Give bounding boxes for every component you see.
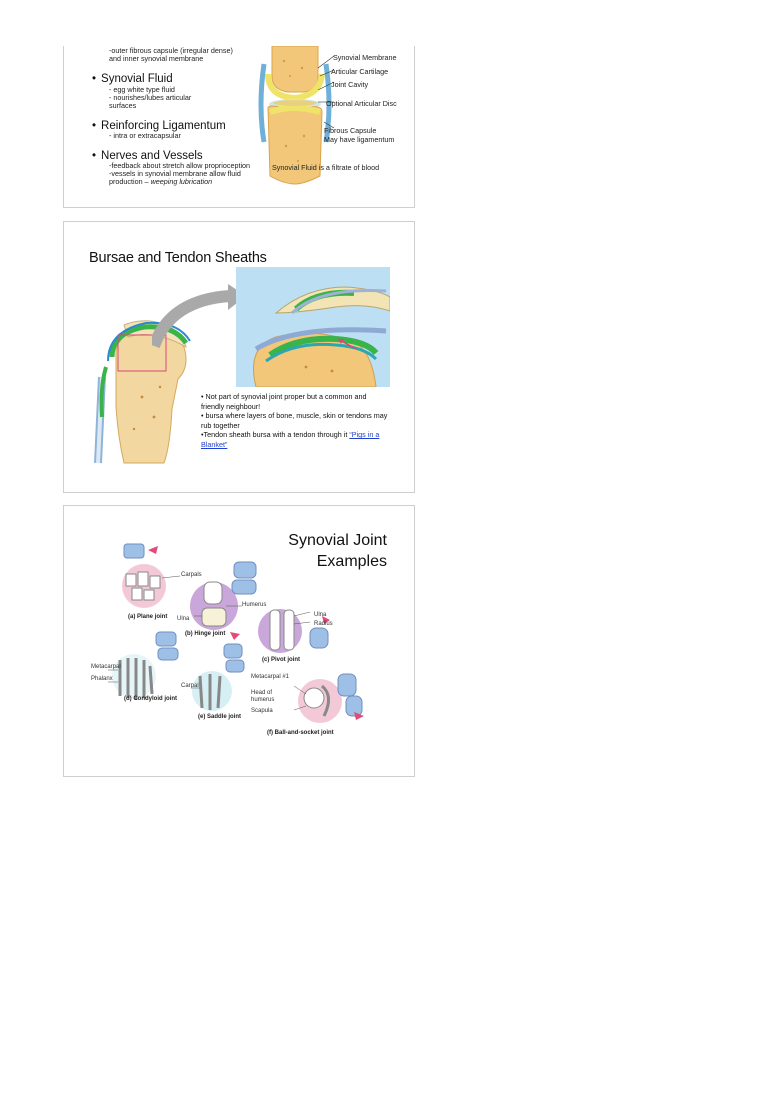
label-synovial-membrane: Synovial Membrane: [333, 53, 397, 62]
capsule-text-line-2: and inner synovial membrane: [109, 54, 204, 63]
bursa-text-line-1: • Not part of synovial joint proper but a common and: [201, 392, 367, 401]
label-saddle-joint: (e) Saddle joint: [198, 714, 242, 720]
label-condyloid-joint: (d) Condyloid joint: [124, 696, 177, 702]
slide-title: Bursae and Tendon Sheaths: [89, 250, 267, 266]
bullet-sub-line: -vessels in synovial membrane allow fluid: [109, 169, 241, 178]
label-phalanx: Phalanx: [91, 676, 113, 682]
label-scapula: Scapula: [251, 708, 273, 714]
label-ulna-pivot: Ulna: [314, 612, 327, 618]
label-plane-joint: (a) Plane joint: [128, 614, 168, 620]
slide-synovial-joint-structure: [63, 46, 415, 208]
slide-synovial-joint-examples: [63, 505, 415, 777]
bullet-title: Reinforcing Ligamentum: [101, 120, 226, 132]
bullet-sub-line: - intra or extracapsular: [109, 131, 181, 140]
bullet-title: Synovial Fluid: [101, 73, 173, 85]
pigs-in-a-blanket-link-cont[interactable]: Blanket”: [201, 439, 228, 449]
bursa-text-line-2: friendly neighbour!: [201, 401, 261, 411]
caption-synovial-fluid: Synovial Fluid is a filtrate of blood: [272, 163, 380, 172]
title-line-1: Synovial Joint: [288, 532, 387, 549]
slide-bursae-tendon-sheaths: [63, 221, 415, 493]
label-may-have-ligamentum: May have ligamentum: [324, 135, 395, 144]
label-fibrous-capsule: Fibrous Capsule: [324, 126, 377, 135]
label-metacarpal-1: Metacarpal #1: [251, 674, 290, 680]
bullet-title: Nerves and Vessels: [101, 150, 203, 162]
bullet-sub-italic: weeping lubrication: [150, 177, 213, 186]
label-humerus-2: humerus: [251, 697, 275, 703]
label-head-of: Head of: [251, 690, 273, 696]
label-ulna-hinge: Ulna: [177, 616, 190, 622]
bursa-detail-panel: [236, 267, 390, 387]
label-carpals: Carpals: [181, 572, 202, 578]
bursa-text-prefix: •Tendon sheath bursa with a tendon through it: [201, 430, 350, 439]
label-articular-cartilage: Articular Cartilage: [331, 67, 389, 76]
joint-types-illustration: [84, 536, 384, 756]
bullet-sub-line: -feedback about stretch allow proprioception: [109, 161, 251, 170]
label-hinge-joint: (b) Hinge joint: [185, 631, 226, 637]
label-radius: Radius: [314, 621, 333, 627]
pigs-in-a-blanket-link[interactable]: “Pigs in a: [349, 430, 380, 439]
bullet-synovial-fluid: [92, 73, 173, 85]
bursa-text-line-3: • bursa where layers of bone, muscle, skin or tendons may: [201, 411, 388, 420]
bullet-sub-prefix: production –: [109, 177, 151, 186]
label-metacarpal: Metacarpal: [91, 664, 121, 670]
label-humerus: Humerus: [242, 602, 267, 608]
grey-arrow: [152, 284, 247, 354]
bullet-sub-line: surfaces: [109, 101, 137, 110]
capsule-text-line-1: -outer fibrous capsule (irregular dense): [109, 46, 233, 55]
bursa-text-line-5: [201, 430, 396, 440]
label-ball-socket-joint: (f) Ball-and-socket joint: [267, 730, 334, 736]
label-pivot-joint: (c) Pivot joint: [262, 657, 300, 663]
label-joint-cavity: Joint Cavity: [331, 80, 369, 89]
bullet-sub-line: - nourishes/lubes articular: [109, 93, 192, 102]
bursa-text-line-4: rub together: [201, 420, 240, 430]
label-carpal: Carpal: [181, 683, 199, 689]
bursa-text-line-6: [201, 440, 396, 450]
title-line-2: Examples: [316, 553, 387, 570]
bullet-sub-line: - egg white type fluid: [109, 85, 175, 94]
label-optional-articular-disc: Optional Articular Disc: [326, 99, 397, 108]
